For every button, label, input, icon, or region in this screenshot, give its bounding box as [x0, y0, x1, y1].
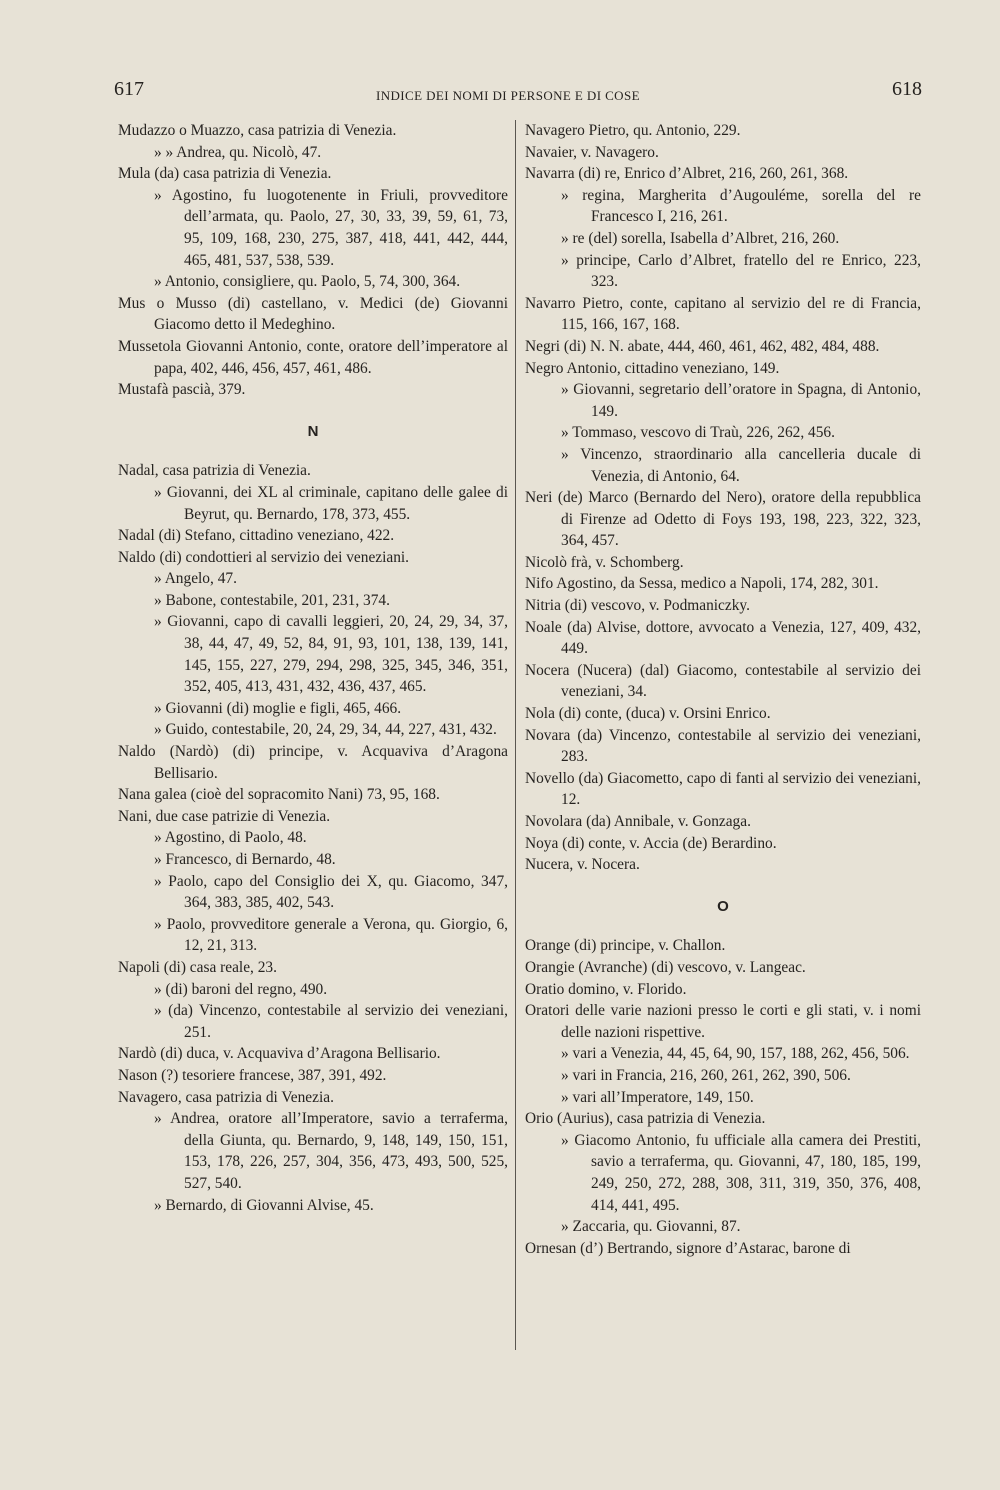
index-subentry: » (da) Vincenzo, contestabile al servizio dei veneziani, 251.	[154, 1002, 508, 1041]
index-subentry: » Antonio, consigliere, qu. Paolo, 5, 74, 300, 364.	[154, 273, 461, 291]
index-entry: Orange (di) principe, v. Challon.	[525, 937, 726, 955]
index-entry: Novolara (da) Annibale, v. Gonzaga.	[525, 813, 751, 830]
index-subentry: » vari in Francia, 216, 260, 261, 262, 390, 506.	[561, 1066, 851, 1084]
index-subentry: » regina, Margherita d’Augouléme, sorella del re Francesco I, 216, 261.	[561, 186, 921, 226]
right-column	[525, 120, 921, 1259]
index-entry: Nani, due case patrizie di Venezia.	[118, 807, 331, 825]
index-subentry: » re (del) sorella, Isabella d’Albret, 216, 260.	[561, 229, 840, 247]
index-entry: Negri (di) N. N. abate, 444, 460, 461, 462, 482, 484, 488.	[525, 337, 880, 355]
index-entry: Negro Antonio, cittadino veneziano, 149.	[525, 359, 780, 377]
left-column	[118, 120, 508, 1216]
index-entry: Nocera (Nucera) (dal) Giacomo, contestabile al servizio dei veneziani, 34.	[525, 661, 921, 701]
index-entry: Orangie (Avranche) (di) vescovo, v. Langeac.	[525, 958, 806, 976]
index-entry: Ornesan (d’) Bertrando, signore d’Astarac, barone di	[525, 1239, 851, 1257]
index-entry: Mussetola Giovanni Antonio, conte, oratore dell’imperatore al papa, 402, 446, 456, 457, 461, 486.	[118, 337, 508, 377]
index-entry: Mula (da) casa patrizia di Venezia.	[118, 165, 332, 183]
index-entry: Navarro Pietro, conte, capitano al servizio del re di Francia, 115, 166, 167, 168.	[525, 294, 921, 334]
index-entry: Mudazzo o Muazzo, casa patrizia di Venezia.	[118, 122, 397, 139]
index-entry: Oratio domino, v. Florido.	[525, 980, 687, 998]
index-entry: Navarra (di) re, Enrico d’Albret, 216, 260, 261, 368.	[525, 165, 849, 183]
index-entry: Naldo (Nardò) (di) principe, v. Acquaviva d’Aragona Bellisario.	[118, 743, 508, 782]
index-entry: Nadal (di) Stefano, cittadino veneziano, 422.	[118, 527, 395, 545]
index-entry: Noya (di) conte, v. Accia (de) Berardino.	[525, 834, 777, 852]
index-entry: Neri (de) Marco (Bernardo del Nero), oratore della repubblica di Firenze ad Odetto di Foys 193, 198, 223, 322, 323, 364, 457.	[525, 489, 921, 550]
index-entry: Nitria (di) vescovo, v. Podmaniczky.	[525, 597, 750, 615]
index-subentry: » principe, Carlo d’Albret, fratello del re Enrico, 223, 323.	[561, 251, 921, 291]
index-entry: Nana galea (cioè del sopracomito Nani) 73, 95, 168.	[118, 786, 440, 804]
index-subentry: » Francesco, di Bernardo, 48.	[154, 851, 336, 868]
index-subentry: » Paolo, capo del Consiglio dei X, qu. Giacomo, 347, 364, 383, 385, 402, 543.	[154, 872, 508, 912]
index-subentry: » Andrea, oratore all’Imperatore, savio a terraferma, della Giunta, qu. Bernardo, 9, 148, 149, 150, 151, 153, 178, 226, 257, 304, 356, 473, 493, 500, 525, 527, 540.	[154, 1110, 508, 1192]
index-entry: Mustafà pascià, 379.	[118, 381, 246, 399]
index-subentry: » Zaccaria, qu. Giovanni, 87.	[561, 1218, 741, 1236]
index-entry: Orio (Aurius), casa patrizia di Venezia.	[525, 1110, 766, 1128]
index-entry: Napoli (di) casa reale, 23.	[118, 958, 277, 976]
index-subentry: » Giacomo Antonio, fu ufficiale alla camera dei Prestiti, savio a terraferma, qu. Giovanni, 47, 180, 185, 199, 249, 250, 272, 288, 308, 311, 319, 350, 376, 408, 414, 441, 495.	[561, 1131, 921, 1214]
index-subentry: » Vincenzo, straordinario alla cancelleria ducale di Venezia, di Antonio, 64.	[561, 445, 921, 485]
index-entry: Noale (da) Alvise, dottore, avvocato a Venezia, 127, 409, 432, 449.	[525, 618, 921, 658]
index-subentry: » Bernardo, di Giovanni Alvise, 45.	[154, 1196, 374, 1214]
index-entry: Novara (da) Vincenzo, contestabile al servizio dei veneziani, 283.	[525, 726, 921, 766]
index-subentry: » Tommaso, vescovo di Traù, 226, 262, 456.	[561, 424, 835, 442]
index-entry: Mus o Musso (di) castellano, v. Medici (de) Giovanni Giacomo detto il Medeghino.	[118, 294, 508, 334]
index-subentry: » Guido, contestabile, 20, 24, 29, 34, 44, 227, 431, 432.	[154, 721, 497, 739]
index-subentry: » » Andrea, qu. Nicolò, 47.	[154, 143, 322, 161]
index-subentry: » Giovanni, dei XL al criminale, capitano delle galee di Beyrut, qu. Bernardo, 178, 373, 455.	[154, 483, 508, 523]
index-subentry: » Giovanni (di) moglie e figli, 465, 466.	[154, 699, 402, 717]
index-entry: Nicolò frà, v. Schomberg.	[525, 553, 684, 571]
index-subentry: » vari all’Imperatore, 149, 150.	[561, 1088, 754, 1106]
running-title: INDICE DEI NOMI DI PERSONE E DI COSE	[376, 88, 640, 103]
index-subentry: » Angelo, 47.	[154, 570, 237, 588]
index-entry: Navagero Pietro, qu. Antonio, 229.	[525, 122, 741, 139]
index-entry: Oratori delle varie nazioni presso le corti e gli stati, v. i nomi delle nazioni rispettive.	[525, 1002, 921, 1041]
index-entry: Nadal, casa patrizia di Venezia.	[118, 462, 311, 480]
index-entry: Novello (da) Giacometto, capo di fanti al servizio dei veneziani, 12.	[525, 769, 921, 809]
index-entry: Nola (di) conte, (duca) v. Orsini Enrico.	[525, 705, 771, 723]
index-subentry: » Agostino, di Paolo, 48.	[154, 829, 307, 847]
index-entry: Nucera, v. Nocera.	[525, 856, 640, 874]
index-subentry: » vari a Venezia, 44, 45, 64, 90, 157, 188, 262, 456, 506.	[561, 1045, 910, 1063]
index-subentry: » Giovanni, segretario dell’oratore in Spagna, di Antonio, 149.	[561, 381, 921, 420]
index-subentry: » Agostino, fu luogotenente in Friuli, provveditore dell’armata, qu. Paolo, 27, 30, 33, 39, 59, 61, 73, 95, 109, 168, 230, 275, 387, 418, 441, 442, 444, 465, 481, 537, 538, 539.	[154, 186, 508, 269]
index-entry: Navaier, v. Navagero.	[525, 143, 659, 161]
index-subentry: » (di) baroni del regno, 490.	[154, 980, 328, 998]
right-page-number: 618	[892, 78, 922, 100]
index-entry: Nardò (di) duca, v. Acquaviva d’Aragona Bellisario.	[118, 1045, 441, 1063]
index-subentry: » Paolo, provveditore generale a Verona, qu. Giorgio, 6, 12, 21, 313.	[154, 915, 508, 955]
index-entry: Nason (?) tesoriere francese, 387, 391, 492.	[118, 1066, 387, 1084]
section-letter: O	[717, 897, 729, 915]
index-subentry: » Giovanni, capo di cavalli leggieri, 20, 24, 29, 34, 37, 38, 44, 47, 49, 52, 84, 91, 93, 101, 138, 139, 141, 145, 155, 227, 279, 294, 298, 325, 345, 346, 351, 352, 405, 413, 431, 432, 436, 437, 465.	[154, 613, 508, 696]
left-page-number: 617	[114, 78, 144, 100]
column-divider	[515, 120, 516, 1350]
index-entry: Nifo Agostino, da Sessa, medico a Napoli, 174, 282, 301.	[525, 575, 879, 593]
index-entry: Naldo (di) condottieri al servizio dei veneziani.	[118, 548, 410, 566]
index-subentry: » Babone, contestabile, 201, 231, 374.	[154, 591, 390, 609]
index-entry: Navagero, casa patrizia di Venezia.	[118, 1088, 334, 1106]
section-letter: N	[307, 422, 319, 440]
